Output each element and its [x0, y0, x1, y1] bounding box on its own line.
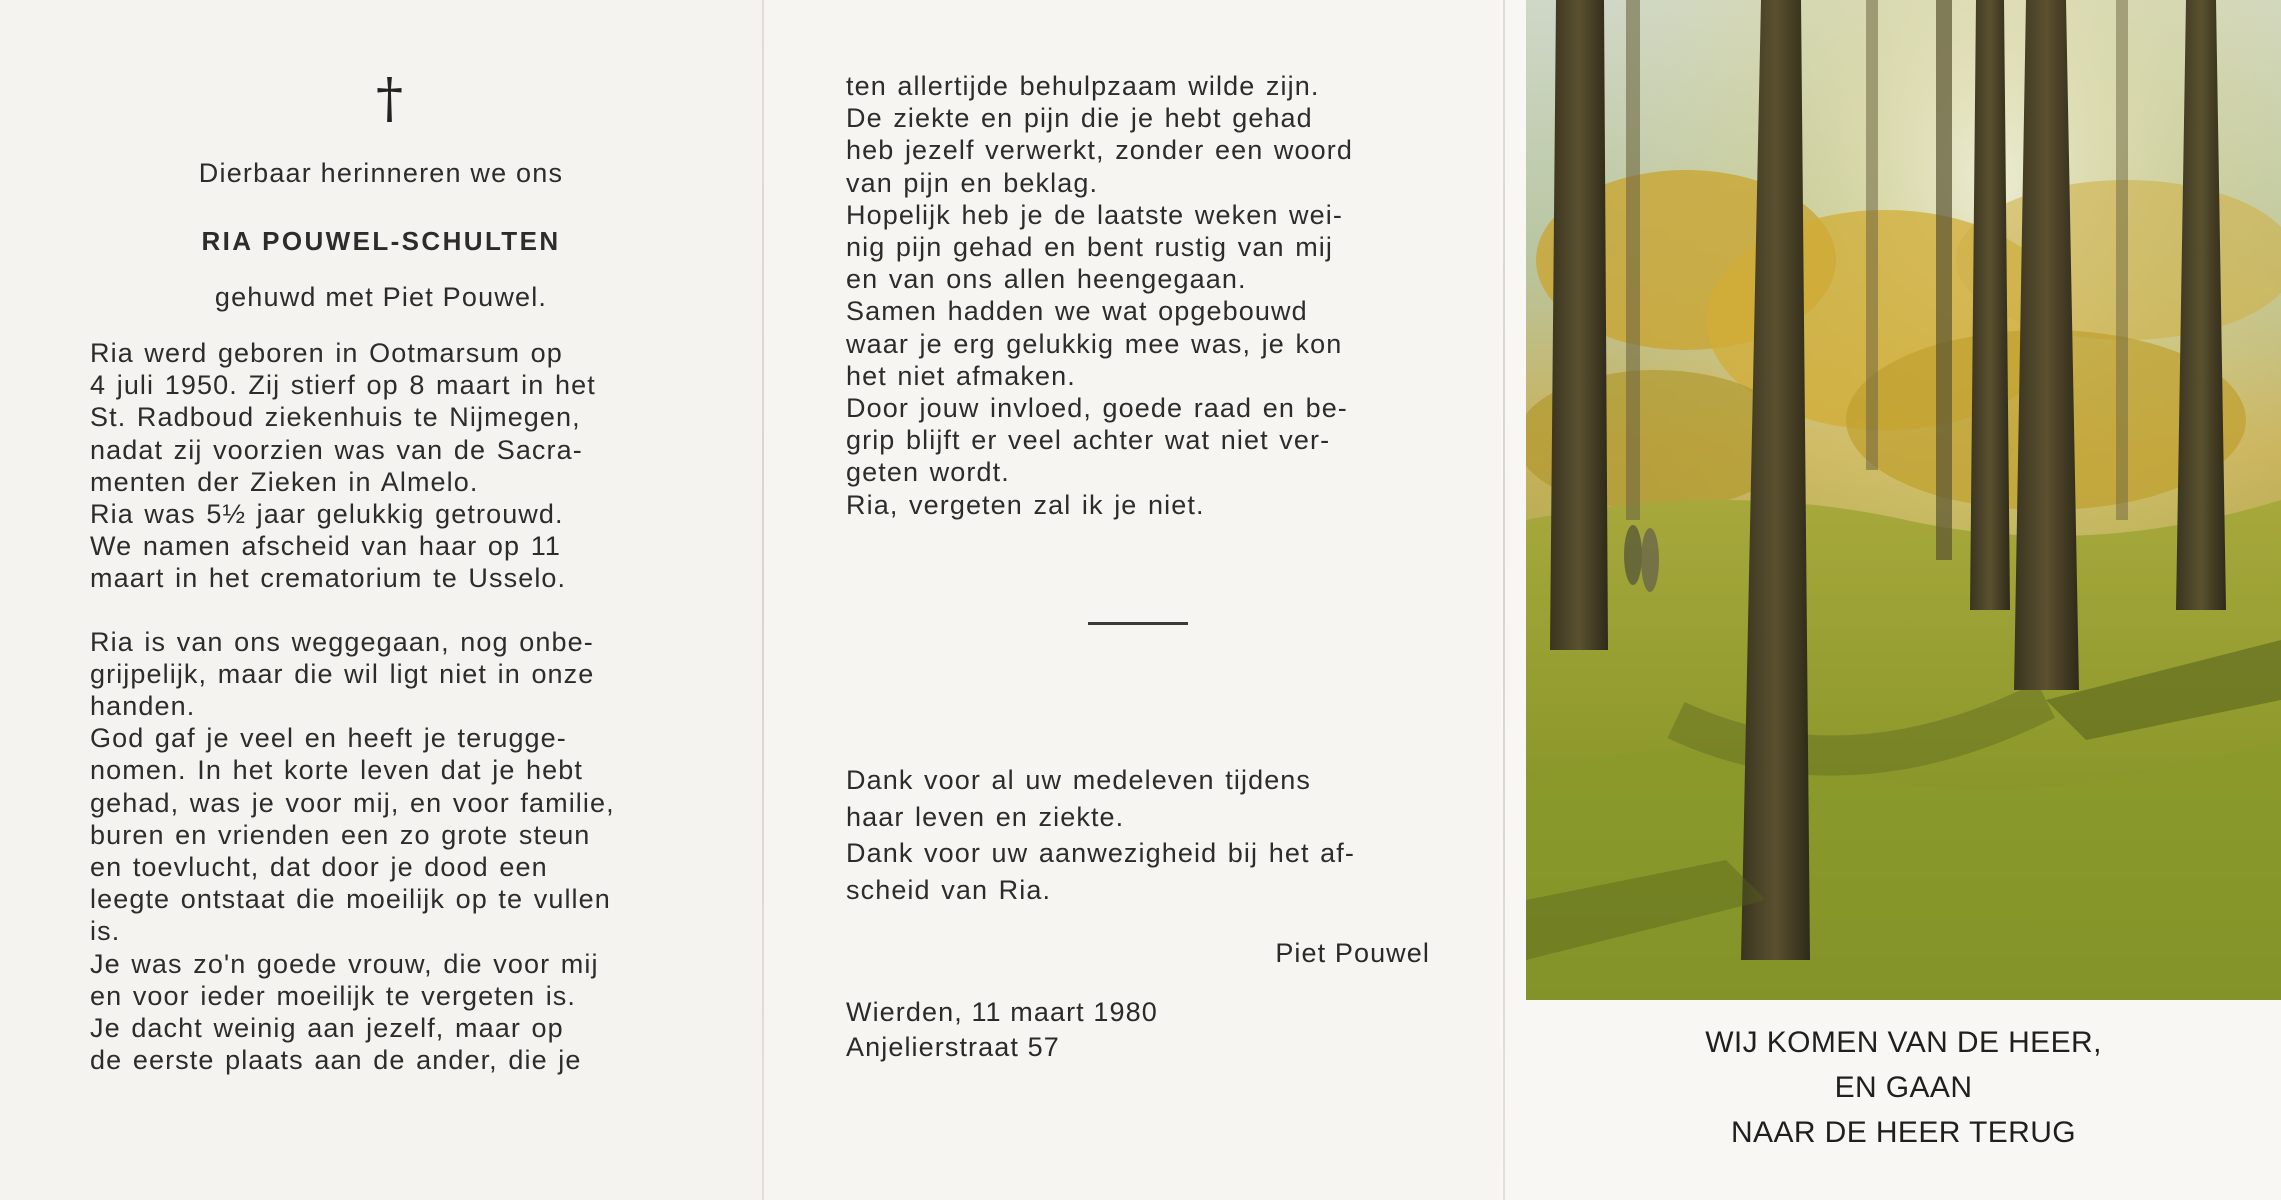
- text-line: Dank voor uw aanwezigheid bij het af-: [846, 838, 1355, 868]
- poem-text: [846, 70, 1430, 521]
- biography-text: [90, 337, 678, 1076]
- text-line: menten der Zieken in Almelo.: [90, 466, 479, 497]
- text-line: grip blijft er veel achter wat niet ver-: [846, 425, 1331, 456]
- place-date: Wierden, 11 maart 1980: [846, 997, 1158, 1027]
- text-line: is.: [90, 916, 121, 947]
- text-line: nomen. In het korte leven dat je hebt: [90, 755, 583, 786]
- text-line: heb jezelf verwerkt, zonder een woord: [846, 135, 1353, 166]
- text-line: het niet afmaken.: [846, 360, 1076, 391]
- text-line: Je was zo'n goede vrouw, die voor mij: [90, 948, 599, 979]
- text-line: nig pijn gehad en bent rustig van mij: [846, 232, 1333, 263]
- text-line: ten allertijde behulpzaam wilde zijn.: [846, 71, 1320, 101]
- text-line: St. Radboud ziekenhuis te Nijmegen,: [90, 402, 581, 433]
- text-line: geten wordt.: [846, 457, 1010, 488]
- cross-icon: †: [376, 67, 403, 130]
- text-line: Samen hadden we wat opgebouwd: [846, 296, 1308, 327]
- text-line: Ria werd geboren in Ootmarsum op: [90, 338, 563, 368]
- deceased-name: RIA POUWEL-SCHULTEN: [201, 226, 561, 256]
- caption-line: EN GAAN: [1834, 1071, 1973, 1104]
- text-line: Ria, vergeten zal ik je niet.: [846, 489, 1205, 520]
- address: Anjelierstraat 57: [846, 1032, 1060, 1062]
- text-line: waar je erg gelukkig mee was, je kon: [846, 328, 1343, 359]
- text-line: Ria is van ons weggegaan, nog onbe-: [90, 626, 594, 657]
- text-line: grijpelijk, maar die wil ligt niet in onze: [90, 658, 595, 689]
- caption-line: WIJ KOMEN VAN DE HEER,: [1705, 1026, 2102, 1059]
- text-line: van pijn en beklag.: [846, 167, 1099, 198]
- forest-photo: [1526, 0, 2281, 1000]
- text-line: We namen afscheid van haar op 11: [90, 531, 561, 562]
- text-line: en voor ieder moeilijk te vergeten is.: [90, 980, 577, 1011]
- text-line: De ziekte en pijn die je hebt gehad: [846, 103, 1313, 134]
- text-line: nadat zij voorzien was van de Sacra-: [90, 434, 583, 465]
- intro-line: Dierbaar herinneren we ons: [198, 158, 564, 188]
- text-line: buren en vrienden een zo grote steun: [90, 819, 591, 850]
- text-line: scheid van Ria.: [846, 874, 1052, 905]
- text-line: Ria was 5½ jaar gelukkig getrouwd.: [90, 499, 564, 530]
- text-line: maart in het crematorium te Usselo.: [90, 563, 567, 594]
- married-line: gehuwd met Piet Pouwel.: [214, 282, 548, 312]
- text-line: en toevlucht, dat door je dood een: [90, 852, 548, 883]
- fold-line: [1503, 0, 1505, 1200]
- text-line: handen.: [90, 691, 196, 722]
- text-line: Dank voor al uw medeleven tijdens: [846, 765, 1312, 795]
- text-line: Door jouw invloed, goede raad en be-: [846, 393, 1348, 424]
- poem-paragraph: [846, 70, 1430, 521]
- separator-line: [1088, 622, 1188, 625]
- text-line: 4 juli 1950. Zij stierf op 8 maart in het: [90, 370, 596, 401]
- place-date-block: [846, 995, 1158, 1065]
- thanks-paragraph: [846, 835, 1430, 908]
- text-line: leegte ontstaat die moeilijk op te vullen: [90, 884, 611, 915]
- signature: Piet Pouwel: [1275, 938, 1430, 968]
- thanks-text: [846, 762, 1430, 908]
- caption-line: NAAR DE HEER TERUG: [1730, 1116, 2077, 1149]
- text-line: Hopelijk heb je de laatste weken wei-: [846, 199, 1343, 230]
- text-line: God gaf je veel en heeft je terugge-: [90, 723, 567, 754]
- text-line: Je dacht weinig aan jezelf, maar op: [90, 1013, 564, 1044]
- text-line: en van ons allen heengegaan.: [846, 264, 1247, 295]
- thanks-paragraph: [846, 762, 1430, 835]
- text-line: haar leven en ziekte.: [846, 801, 1125, 832]
- biography-paragraph: [90, 337, 678, 595]
- photo-caption: [1526, 1020, 2281, 1155]
- fold-line: [762, 0, 764, 1200]
- remembrance-paragraph: [90, 626, 678, 1077]
- text-line: gehad, was je voor mij, en voor familie,: [90, 787, 615, 818]
- text-line: de eerste plaats aan de ander, die je: [90, 1045, 582, 1076]
